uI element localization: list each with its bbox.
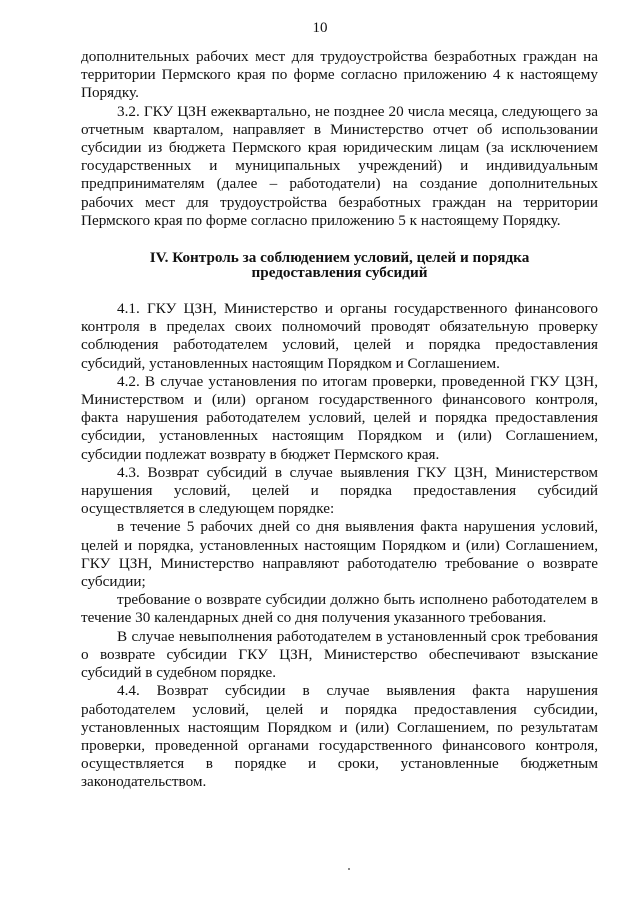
paragraph: дополнительных рабочих мест для трудоустройства безработных граждан на территории Пермского края по форме согласно приложению 4 к настоящему Порядку. bbox=[81, 48, 598, 102]
document-body bbox=[81, 48, 598, 792]
section-after bbox=[81, 300, 598, 791]
page-number: 10 bbox=[312, 20, 328, 36]
heading-line-1: IV. Контроль за соблюдением условий, целей и порядка bbox=[149, 249, 530, 267]
paragraph: 4.1. ГКУ ЦЗН, Министерство и органы государственного финансового контроля в пределах своих полномочий проводят обязательную проверку соблюдения работодателем условий, целей и порядка предоставления субсидий, установленных настоящим Порядком и Соглашением. bbox=[81, 300, 598, 372]
paragraph: 3.2. ГКУ ЦЗН ежеквартально, не позднее 20 числа месяца, следующего за отчетным кварталом, направляет в Министерство отчет об использовании субсидии из бюджета Пермского края юридическим лицам (за исключением государственных и муниципальных учреждений) и индивидуальным предпринимателям (далее – работодатели) на создание дополнительных рабочих мест для трудоустройства безработных граждан на территории Пермского края по форме согласно приложению 5 к настоящему Порядку. bbox=[81, 102, 598, 229]
section-heading bbox=[81, 250, 598, 280]
section-before bbox=[81, 48, 598, 230]
scan-speck bbox=[348, 868, 350, 870]
heading-line-2: предоставления субсидий bbox=[251, 264, 428, 282]
paragraph: требование о возврате субсидии должно быть исполнено работодателем в течение 30 календарных дней со дня получения указанного требования. bbox=[81, 591, 598, 627]
paragraph: В случае невыполнения работодателем в установленный срок требования о возврате субсидии ГКУ ЦЗН, Министерство обеспечивают взыскание субсидий в судебном порядке. bbox=[81, 627, 598, 682]
paragraph: 4.2. В случае установления по итогам проверки, проведенной ГКУ ЦЗН, Министерством и (или) органом государственного финансового контроля, факта нарушения работодателем условий, целей и порядка предоставления субсидии, установленных настоящим Порядком и (или) Соглашением, субсидии подлежат возврату в бюджет Пермского края. bbox=[81, 372, 598, 463]
paragraph: 4.3. Возврат субсидий в случае выявления ГКУ ЦЗН, Министерством нарушения условий, целей и порядка предоставления субсидий осуществляется в следующем порядке: bbox=[81, 463, 598, 518]
paragraph: 4.4. Возврат субсидии в случае выявления факта нарушения работодателем условий, целей и порядка предоставления субсидии, установленных настоящим Порядком и (или) Соглашением, по результатам проверки, проведенной органами государственного финансового контроля, осуществляется в порядке и сроки, установленные бюджетным законодательством. bbox=[81, 682, 598, 791]
paragraph: в течение 5 рабочих дней со дня выявления факта нарушения условий, целей и порядка, установленных настоящим Порядком и (или) Соглашением, ГКУ ЦЗН, Министерство направляют работодателю требование о возврате субсидии; bbox=[81, 518, 598, 591]
